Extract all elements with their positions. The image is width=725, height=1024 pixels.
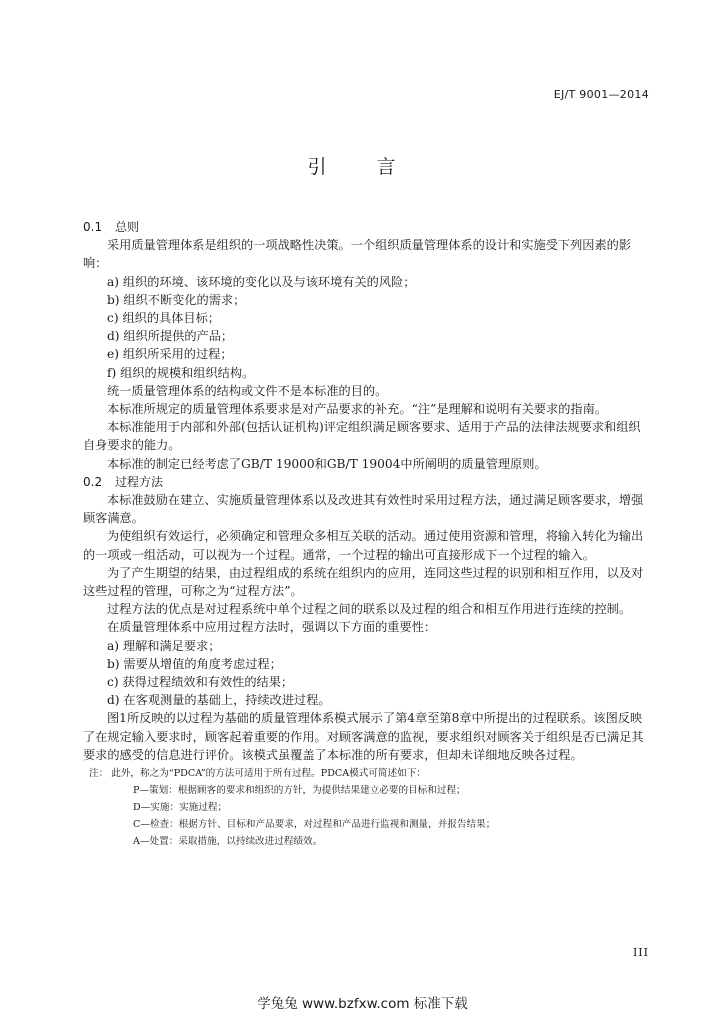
list-item: d) 在客观测量的基础上，持续改进过程。 bbox=[107, 693, 331, 708]
note-lead: 注： 此外，称之为“PDCA”的方法可适用于所有过程。PDCA模式可简述如下： bbox=[89, 768, 426, 780]
paragraph: 统一质量管理体系的结构或文件不是本标准的目的。 bbox=[107, 383, 388, 398]
list-item: b) 组织不断变化的需求； bbox=[107, 292, 246, 307]
list-item: a) 组织的环境、该环境的变化以及与该环境有关的风险； bbox=[107, 274, 416, 289]
section-title: 过程方法 bbox=[115, 474, 164, 489]
page-title: 引 言 bbox=[307, 156, 418, 178]
section-number: 0.1 bbox=[83, 220, 103, 234]
list-item: d) 组织所提供的产品； bbox=[107, 329, 234, 344]
note-line: C—检查：根据方针、目标和产品要求，对过程和产品进行监视和测量，并报告结果； bbox=[133, 819, 496, 831]
list-item: e) 组织所采用的过程； bbox=[107, 347, 233, 362]
note-line: P—策划：根据顾客的要求和组织的方针，为提供结果建立必要的目标和过程； bbox=[133, 785, 466, 797]
section-number: 0.2 bbox=[83, 474, 103, 489]
section-heading-0-1 bbox=[83, 218, 651, 236]
note-line: D—实施：实施过程； bbox=[133, 802, 228, 814]
list-item: b) 需要从增值的角度考虑过程； bbox=[107, 656, 282, 671]
list-item: a) 理解和满足要求； bbox=[107, 638, 221, 653]
document-body bbox=[83, 218, 651, 850]
list-item: c) 组织的具体目标； bbox=[107, 311, 220, 326]
paragraph: 本标准鼓励在建立、实施质量管理体系以及改进其有效性时采用过程方法，通过满足顾客要求，增强顾客满意。 bbox=[83, 493, 644, 526]
note-line: A—处置：采取措施，以持续改进过程绩效。 bbox=[133, 836, 323, 848]
paragraph: 在质量管理体系中应用过程方法时，强调以下方面的重要性： bbox=[107, 620, 437, 635]
paragraph: 本标准能用于内部和外部(包括认证机构)评定组织满足顾客要求、适用于产品的法律法规要求和组织自身要求的能力。 bbox=[83, 420, 641, 453]
paragraph: 采用质量管理体系是组织的一项战略性决策。一个组织质量管理体系的设计和实施受下列因素的影响： bbox=[83, 238, 632, 271]
page-number: III bbox=[632, 946, 649, 959]
paragraph: 为使组织有效运行，必须确定和管理众多相互关联的活动。通过使用资源和管理，将输入转化为输出的一项或一组活动，可以视为一个过程。通常，一个过程的输出可直接形成下一个过程的输入。 bbox=[83, 529, 644, 562]
section-title: 总则 bbox=[115, 220, 140, 234]
section-heading-0-2 bbox=[83, 473, 651, 491]
paragraph: 本标准所规定的质量管理体系要求是对产品要求的补充。“注”是理解和说明有关要求的指南。 bbox=[107, 402, 607, 417]
paragraph: 为了产生期望的结果，由过程组成的系统在组织内的应用，连同这些过程的识别和相互作用，以及对这些过程的管理，可称之为“过程方法”。 bbox=[83, 565, 644, 599]
site-watermark: 学兔兔 www.bzfxw.com 标准下载 bbox=[257, 996, 468, 1012]
paragraph: 图1所反映的以过程为基础的质量管理体系模式展示了第4章至第8章中所提出的过程联系。该图反映了在规定输入要求时，顾客起着重要的作用。对顾客满意的监视，要求组织对顾客关于组织是否已满足其要求的感受的信息进行评价。该模式虽覆盖了本标准的所有要求，但却未详细地反映各过程。 bbox=[83, 711, 644, 762]
standard-number: EJ/T 9001—2014 bbox=[553, 88, 649, 101]
paragraph: 本标准的制定已经考虑了GB/T 19000和GB/T 19004中所阐明的质量管理原则。 bbox=[107, 456, 547, 471]
list-item: c) 获得过程绩效和有效性的结果； bbox=[107, 675, 294, 690]
paragraph: 过程方法的优点是对过程系统中单个过程之间的联系以及过程的组合和相互作用进行连续的控制。 bbox=[107, 602, 632, 617]
list-item: f) 组织的规模和组织结构。 bbox=[107, 365, 255, 380]
